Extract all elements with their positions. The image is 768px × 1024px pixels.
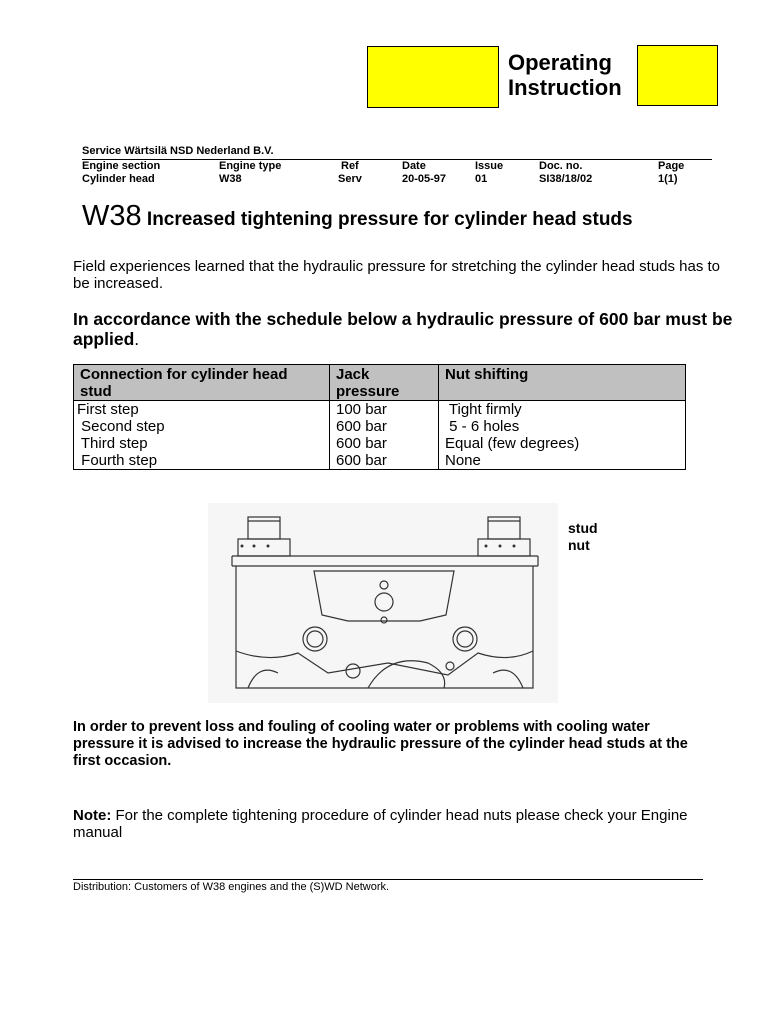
heading-title: Increased tightening pressure for cylinder head studs xyxy=(141,209,633,230)
accordance-text: In accordance with the schedule below a hydraulic pressure of 600 bar must be applied xyxy=(73,309,733,349)
table-cell: Tight firmly xyxy=(439,401,686,419)
header-jack-pressure: Jack pressure xyxy=(330,365,439,401)
accordance-period: . xyxy=(134,329,140,349)
meta-value: 20-05-97 xyxy=(402,173,447,185)
meta-value: 1(1) xyxy=(658,173,678,185)
note-label: Note: xyxy=(73,807,112,824)
meta-label: Engine type xyxy=(219,160,282,172)
table-cell: 100 bar xyxy=(330,401,439,419)
table-cell: First step xyxy=(74,401,330,419)
table-cell: Equal (few degrees) xyxy=(439,435,686,452)
table-cell: Second step xyxy=(74,418,330,435)
accordance-statement xyxy=(73,309,733,349)
table-row xyxy=(74,418,686,435)
meta-value: SI38/18/02 xyxy=(539,173,593,185)
table-row xyxy=(74,452,686,470)
table-cell: 600 bar xyxy=(330,418,439,435)
meta-label: Engine section xyxy=(82,160,161,172)
nut-label: nut xyxy=(568,537,590,553)
distribution-line: Distribution: Customers of W38 engines and the (S)WD Network. xyxy=(73,881,390,893)
document-type-title xyxy=(508,50,622,100)
header-connection: Connection for cylinder head stud xyxy=(74,365,330,401)
header-yellow-box-right xyxy=(637,45,718,106)
table-cell: Third step xyxy=(74,435,330,452)
meta-label: Issue xyxy=(475,160,504,172)
meta-date xyxy=(402,160,446,186)
table-header-row xyxy=(74,365,686,401)
header-yellow-box-left xyxy=(367,46,499,108)
table-cell: None xyxy=(439,452,686,470)
meta-page xyxy=(658,160,684,186)
meta-engine-type xyxy=(219,160,281,186)
table-cell: Fourth step xyxy=(74,452,330,470)
meta-label: Date xyxy=(402,160,426,172)
meta-label: Page xyxy=(658,160,685,172)
document-heading xyxy=(82,200,633,233)
note-text: For the complete tightening procedure of cylinder head nuts please check your Engine manual xyxy=(73,807,688,841)
warning-paragraph: In order to prevent loss and fouling of cooling water or problems with cooling water pressure it is advised to increase the hydraulic pressure of the cylinder head studs at the first occasion. xyxy=(73,719,688,769)
note-paragraph xyxy=(73,807,713,841)
table-row xyxy=(74,401,686,419)
cylinder-head-drawing xyxy=(208,503,558,703)
meta-ref xyxy=(338,160,362,186)
service-company: Service Wärtsilä NSD Nederland B.V. xyxy=(82,145,274,157)
table-cell: 5 - 6 holes xyxy=(439,418,686,435)
stud-label: stud xyxy=(568,520,598,536)
meta-value: W38 xyxy=(219,173,242,185)
meta-value: Serv xyxy=(338,173,362,185)
header-nut-shifting: Nut shifting xyxy=(439,365,686,401)
footer-divider xyxy=(73,879,703,880)
title-line-1: Operating xyxy=(508,50,612,75)
meta-engine-section xyxy=(82,160,160,186)
title-line-2: Instruction xyxy=(508,75,622,100)
tightening-schedule-table xyxy=(73,364,686,470)
engine-model: W38 xyxy=(82,200,142,232)
meta-issue xyxy=(475,160,503,186)
meta-divider xyxy=(82,159,712,160)
meta-label: Ref xyxy=(341,160,359,172)
meta-value: Cylinder head xyxy=(82,173,155,185)
table-cell: 600 bar xyxy=(330,435,439,452)
meta-value: 01 xyxy=(475,173,488,185)
table-row xyxy=(74,435,686,452)
meta-doc-no xyxy=(539,160,592,186)
intro-paragraph: Field experiences learned that the hydraulic pressure for stretching the cylinder head studs has to be increased. xyxy=(73,258,721,292)
table-cell: 600 bar xyxy=(330,452,439,470)
meta-label: Doc. no. xyxy=(539,160,583,172)
